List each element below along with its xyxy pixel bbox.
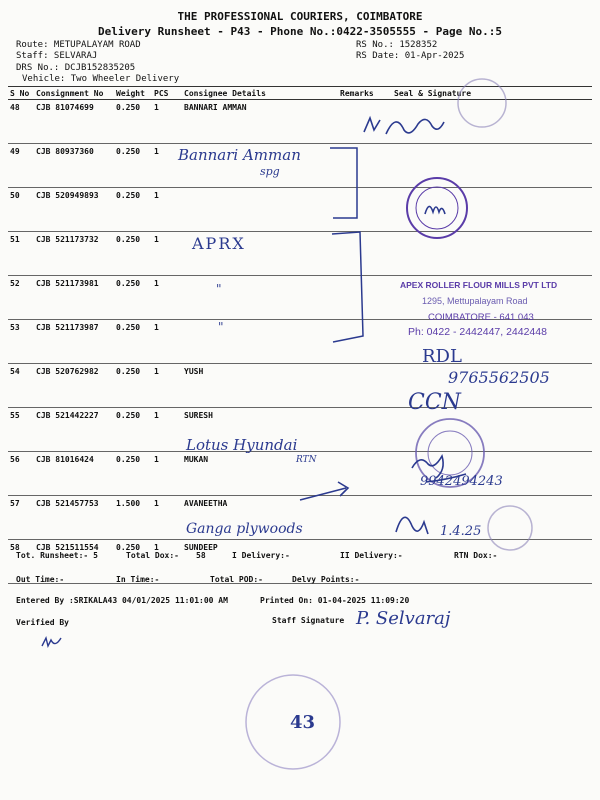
cell-weight: 0.250 xyxy=(114,452,152,496)
apex-stamp-line2: 1295, Mettupalayam Road xyxy=(422,296,528,306)
rtn-dox: RTN Dox:- xyxy=(454,551,498,560)
cell-cno: CJB 81016424 xyxy=(34,452,114,496)
col-header-consignment: Consignment No xyxy=(34,87,114,100)
cell-sno: 57 xyxy=(8,496,34,540)
handwriting-bannari-2: spg xyxy=(260,165,280,178)
ditto-mark-53: " xyxy=(218,320,224,334)
cell-sno: 58 xyxy=(8,540,34,584)
cell-pcs: 1 xyxy=(152,452,182,496)
cell-consignee: BANNARI AMMAN xyxy=(182,100,338,144)
tot-runsheet: Tot. Runsheet:- 5 xyxy=(16,551,98,560)
delvy-points: Delvy Points:- xyxy=(292,575,360,584)
cell-sno: 56 xyxy=(8,452,34,496)
cell-remarks xyxy=(338,452,392,496)
cell-cno: CJB 521173981 xyxy=(34,276,114,320)
company-title: THE PROFESSIONAL COURIERS, COIMBATORE xyxy=(177,10,423,23)
cell-sno: 54 xyxy=(8,364,34,408)
cell-weight: 0.250 xyxy=(114,144,152,188)
handwriting-rtn: RTN xyxy=(296,455,317,465)
cell-remarks xyxy=(338,276,392,320)
cell-weight: 0.250 xyxy=(114,276,152,320)
staff-label: Staff: SELVARAJ xyxy=(16,51,98,61)
cell-sno: 55 xyxy=(8,408,34,452)
total-dox-label: Total Dox:- xyxy=(126,551,179,560)
cell-remarks xyxy=(338,320,392,364)
cell-sno: 53 xyxy=(8,320,34,364)
cell-weight: 0.250 xyxy=(114,188,152,232)
apex-stamp-line1: APEX ROLLER FLOUR MILLS PVT LTD xyxy=(400,280,558,290)
cell-cno: CJB 521442227 xyxy=(34,408,114,452)
staff-signature-label: Staff Signature xyxy=(272,616,345,625)
cell-pcs: 1 xyxy=(152,320,182,364)
cell-cno: CJB 520762982 xyxy=(34,364,114,408)
cell-cno: CJB 521457753 xyxy=(34,496,114,540)
cell-cno: CJB 521173987 xyxy=(34,320,114,364)
handwriting-phone-2: 9942494243 xyxy=(420,474,503,489)
table-row xyxy=(8,408,592,452)
cell-seal-signature xyxy=(392,188,592,232)
cell-consignee: YUSH xyxy=(182,364,338,408)
cell-remarks xyxy=(338,232,392,276)
cell-consignee: SURESH xyxy=(182,408,338,452)
cell-remarks xyxy=(338,188,392,232)
rs-date: RS Date: 01-Apr-2025 xyxy=(356,51,465,61)
cell-pcs: 1 xyxy=(152,100,182,144)
handwriting-aprx: APRX xyxy=(192,234,246,253)
runsheet-title: Delivery Runsheet - P43 - Phone No.:0422-3505555 - Page No.:5 xyxy=(98,25,502,38)
cell-seal-signature xyxy=(392,144,592,188)
handwriting-staff-signature: P. Selvaraj xyxy=(356,608,451,629)
cell-cno: CJB 81074699 xyxy=(34,100,114,144)
cell-consignee xyxy=(182,320,338,364)
verified-by: Verified By xyxy=(16,618,69,627)
table-header-row xyxy=(8,87,592,100)
col-header-seal-signature: Seal & Signature xyxy=(392,87,592,100)
cell-remarks xyxy=(338,100,392,144)
entered-by: Entered By :SRIKALA43 04/01/2025 11:01:00 AM xyxy=(16,596,228,605)
in-time: In Time:- xyxy=(116,575,160,584)
handwriting-ganga: Ganga plywoods xyxy=(186,521,303,537)
cell-remarks xyxy=(338,496,392,540)
cell-remarks xyxy=(338,408,392,452)
col-header-pcs: PCS xyxy=(152,87,182,100)
vehicle-label: Vehicle: Two Wheeler Delivery xyxy=(22,74,180,84)
cell-seal-signature xyxy=(392,540,592,584)
apex-stamp-line4: Ph: 0422 - 2442447, 2442448 xyxy=(408,326,547,338)
handwriting-page-mark: 43 xyxy=(290,712,316,733)
cell-consignee xyxy=(182,276,338,320)
cell-seal-signature xyxy=(392,100,592,144)
cell-weight: 0.250 xyxy=(114,232,152,276)
cell-consignee xyxy=(182,188,338,232)
cell-pcs: 1 xyxy=(152,408,182,452)
cell-consignee: AVANEETHA xyxy=(182,496,338,540)
total-pod: Total POD:- xyxy=(210,575,263,584)
cell-pcs: 1 xyxy=(152,144,182,188)
cell-weight: 0.250 xyxy=(114,540,152,584)
cell-cno: CJB 520949893 xyxy=(34,188,114,232)
handwriting-phone-1: 9765562505 xyxy=(448,368,550,387)
cell-cno: CJB 521173732 xyxy=(34,232,114,276)
cell-weight: 0.250 xyxy=(114,364,152,408)
col-header-sno: S No xyxy=(8,87,34,100)
cell-weight: 1.500 xyxy=(114,496,152,540)
cell-seal-signature xyxy=(392,232,592,276)
cell-weight: 0.250 xyxy=(114,320,152,364)
table-row xyxy=(8,188,592,232)
cell-pcs: 1 xyxy=(152,364,182,408)
cell-consignee: MUKAN xyxy=(182,452,338,496)
cell-pcs: 1 xyxy=(152,232,182,276)
cell-cno: CJB 521511554 xyxy=(34,540,114,584)
col-header-remarks: Remarks xyxy=(338,87,392,100)
i-delivery: I Delivery:- xyxy=(232,551,290,560)
cell-pcs: 1 xyxy=(152,276,182,320)
route-label: Route: METUPALAYAM ROAD xyxy=(16,40,141,50)
cell-sno: 52 xyxy=(8,276,34,320)
table-row xyxy=(8,100,592,144)
total-dox-value: 58 xyxy=(196,551,206,560)
cell-seal-signature xyxy=(392,496,592,540)
verified-initials xyxy=(42,638,61,646)
apex-stamp-line3: COIMBATORE - 641 043 xyxy=(428,312,534,323)
printed-on: Printed On: 01-04-2025 11:09:20 xyxy=(260,596,410,605)
out-time: Out Time:- xyxy=(16,575,65,584)
cell-sno: 51 xyxy=(8,232,34,276)
col-header-weight: Weight xyxy=(114,87,152,100)
table-row xyxy=(8,232,592,276)
cell-sno: 48 xyxy=(8,100,34,144)
cell-pcs: 1 xyxy=(152,540,182,584)
cell-pcs: 1 xyxy=(152,188,182,232)
handwriting-ccn: CCN xyxy=(408,390,461,415)
cell-pcs: 1 xyxy=(152,496,182,540)
col-header-consignee: Consignee Details xyxy=(182,87,338,100)
cell-sno: 49 xyxy=(8,144,34,188)
ii-delivery: II Delivery:- xyxy=(340,551,403,560)
cell-weight: 0.250 xyxy=(114,408,152,452)
handwriting-rdl: RDL xyxy=(422,346,462,367)
handwriting-bannari: Bannari Amman xyxy=(178,146,301,164)
rs-number: RS No.: 1528352 xyxy=(356,40,438,50)
cell-consignee: SUNDEEP xyxy=(182,540,338,584)
cell-remarks xyxy=(338,144,392,188)
cell-remarks xyxy=(338,364,392,408)
cell-sno: 50 xyxy=(8,188,34,232)
handwriting-lotus: Lotus Hyundai xyxy=(186,436,298,454)
drs-number: DRS No.: DCJB152835205 xyxy=(16,63,136,73)
handwriting-date: 1.4.25 xyxy=(440,524,482,539)
ditto-mark-52: " xyxy=(216,282,222,296)
cell-cno: CJB 80937360 xyxy=(34,144,114,188)
cell-weight: 0.250 xyxy=(114,100,152,144)
